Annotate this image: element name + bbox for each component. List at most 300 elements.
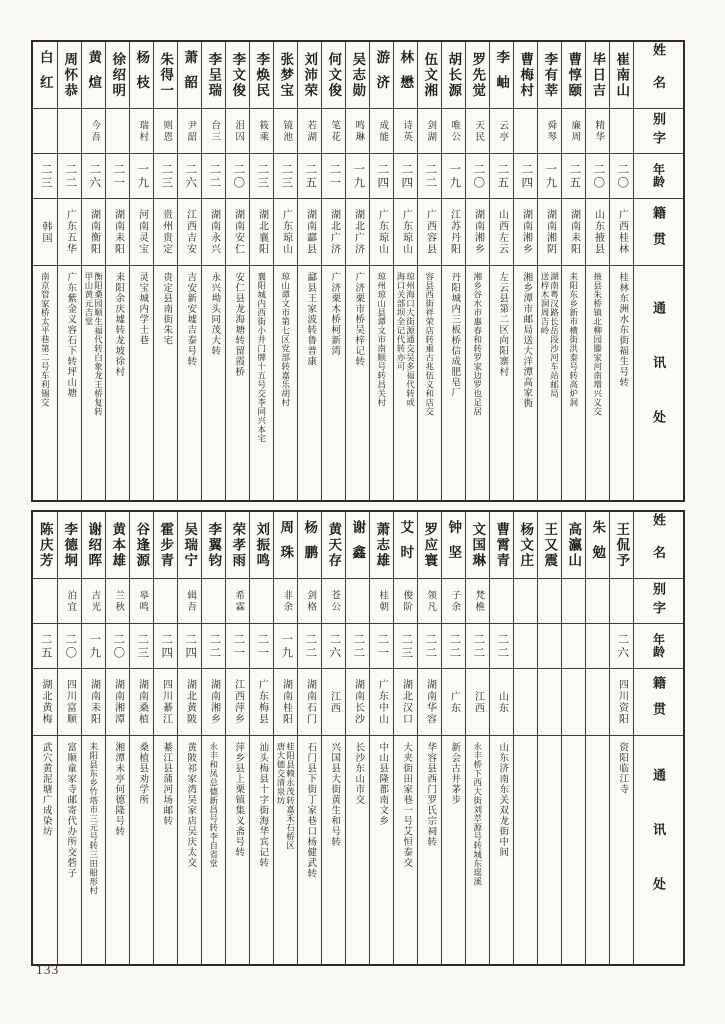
courtesy-name-cell bbox=[346, 579, 369, 624]
courtesy-name: 云亭 bbox=[497, 119, 508, 143]
courtesy-name-cell bbox=[202, 109, 225, 154]
person-name: 朱勉 bbox=[590, 520, 606, 570]
courtesy-name-cell bbox=[106, 109, 129, 154]
courtesy-name-cell bbox=[226, 109, 249, 154]
age-cell bbox=[154, 624, 177, 669]
address-cell bbox=[154, 266, 177, 500]
address-cell bbox=[586, 736, 609, 964]
age-value: 二三 bbox=[400, 632, 413, 660]
courtesy-name-cell bbox=[586, 579, 609, 624]
address-line: 桂林东洲水东街福生号转 bbox=[617, 272, 628, 388]
address-line: 广济栗市桥吴梓记转 bbox=[353, 272, 364, 367]
native-place-cell bbox=[202, 199, 225, 266]
name-cell bbox=[178, 42, 201, 109]
address-line: 富顺童家寺邮寄代办所交砦子 bbox=[65, 742, 76, 879]
courtesy-name-cell bbox=[106, 579, 129, 624]
native-place: 湖北广济 bbox=[352, 209, 364, 255]
courtesy-name-cell bbox=[610, 579, 633, 624]
address-cell bbox=[418, 266, 441, 500]
native-place: 湖南耒阳 bbox=[568, 209, 580, 255]
person-name: 黄本雄 bbox=[110, 521, 126, 569]
native-place-cell bbox=[106, 199, 129, 266]
address-cell bbox=[442, 266, 465, 500]
name-cell bbox=[562, 512, 585, 579]
address-line: 丹阳城内三板桥信成肥皂厂 bbox=[449, 272, 460, 398]
age-cell bbox=[250, 624, 273, 669]
address-line: 长沙东山市交 bbox=[353, 742, 364, 805]
name-cell bbox=[226, 512, 249, 579]
native-place: 湖南湘乡 bbox=[208, 679, 220, 725]
age-value: 二四 bbox=[160, 632, 173, 660]
address-line: 中山县隆都南文乡 bbox=[377, 742, 388, 826]
person-name: 白红 bbox=[37, 50, 53, 100]
name-cell bbox=[586, 42, 609, 109]
age-value: 一九 bbox=[352, 162, 365, 190]
address-line: 灵宝城内学士巷 bbox=[137, 272, 148, 346]
name-cell bbox=[538, 42, 561, 109]
entry-column bbox=[345, 42, 369, 500]
person-name: 萧韶 bbox=[182, 50, 198, 100]
name-cell bbox=[154, 42, 177, 109]
person-name: 曹惇颐 bbox=[566, 51, 582, 99]
courtesy-name-cell bbox=[394, 579, 417, 624]
address-cell bbox=[610, 736, 633, 964]
courtesy-name-cell bbox=[322, 579, 345, 624]
age-value: 二〇 bbox=[472, 162, 485, 190]
address-line: 桑植县劝学所 bbox=[137, 742, 148, 805]
address-line: 汕头梅县十字街海华宾记转 bbox=[257, 742, 268, 868]
courtesy-name: 桂朝 bbox=[377, 589, 388, 613]
native-place: 湖北广济 bbox=[328, 209, 340, 255]
address-line: 湘乡谷水市惠春和转罗家边罗也足居 bbox=[472, 272, 483, 416]
courtesy-name-cell bbox=[82, 109, 105, 154]
name-cell bbox=[466, 42, 489, 109]
age-value: 二三 bbox=[39, 162, 52, 190]
address-line: 黄陂祁家湾吴家店吴庆太交 bbox=[185, 742, 196, 868]
person-name: 李呈瑞 bbox=[206, 51, 222, 99]
person-name: 荣孝雨 bbox=[230, 521, 246, 569]
courtesy-name-cell bbox=[178, 579, 201, 624]
person-name: 钟坚 bbox=[446, 520, 462, 570]
person-name: 吴志勋 bbox=[350, 51, 366, 99]
address-cell bbox=[466, 736, 489, 964]
entry-column bbox=[465, 42, 489, 500]
address-cell bbox=[562, 266, 585, 500]
courtesy-name-cell bbox=[226, 579, 249, 624]
courtesy-name: 子余 bbox=[449, 589, 460, 613]
native-place-cell bbox=[490, 669, 513, 736]
address-cell bbox=[298, 736, 321, 964]
courtesy-name-cell bbox=[466, 109, 489, 154]
person-name: 谢绍晖 bbox=[86, 521, 102, 569]
age-cell bbox=[346, 154, 369, 199]
address-cell bbox=[418, 736, 441, 964]
age-value: 二三 bbox=[160, 162, 173, 190]
native-place-cell bbox=[466, 199, 489, 266]
name-cell bbox=[370, 512, 393, 579]
address-line: 兴国县大街黄生和号转 bbox=[329, 742, 340, 847]
entry-column bbox=[273, 42, 297, 500]
age-cell bbox=[442, 154, 465, 199]
address-cell bbox=[33, 266, 57, 500]
entry-column bbox=[561, 512, 585, 964]
address-cell bbox=[202, 266, 225, 500]
address-cell bbox=[33, 736, 57, 964]
native-place-cell bbox=[250, 669, 273, 736]
person-name: 黄煊 bbox=[86, 50, 102, 100]
native-place: 湖北黄陂 bbox=[184, 679, 196, 725]
address-line: 琼州海口大街源通交吴多福代转或 bbox=[405, 272, 416, 407]
header-address: 通讯处 bbox=[651, 301, 666, 465]
name-cell bbox=[514, 42, 537, 109]
person-name: 朱得一 bbox=[158, 51, 174, 99]
address-cell bbox=[130, 736, 153, 964]
courtesy-name-cell bbox=[130, 579, 153, 624]
native-place: 四川富顺 bbox=[64, 679, 76, 725]
header-address: 通讯处 bbox=[651, 768, 666, 932]
native-place-cell bbox=[226, 199, 249, 266]
courtesy-name-cell bbox=[250, 579, 273, 624]
name-cell bbox=[490, 512, 513, 579]
name-cell bbox=[610, 42, 633, 109]
age-value: 二三 bbox=[136, 632, 149, 660]
courtesy-name-cell bbox=[274, 579, 297, 624]
native-place: 广西容县 bbox=[424, 209, 436, 255]
address-line: 左云县第二区向阳寨村 bbox=[497, 272, 508, 377]
courtesy-name-cell bbox=[322, 109, 345, 154]
age-value: 二二 bbox=[352, 632, 365, 660]
native-place-cell bbox=[442, 199, 465, 266]
header-zi: 别字 bbox=[634, 109, 683, 154]
address-cell bbox=[346, 266, 369, 500]
native-place: 四川綦江 bbox=[160, 679, 172, 725]
name-cell bbox=[442, 42, 465, 109]
courtesy-name-cell bbox=[298, 109, 321, 154]
native-place-cell bbox=[178, 669, 201, 736]
name-cell bbox=[490, 42, 513, 109]
address-cell bbox=[346, 736, 369, 964]
native-place-cell bbox=[562, 199, 585, 266]
directory-table bbox=[31, 40, 685, 966]
name-cell bbox=[442, 512, 465, 579]
address-line: 送梓木洞周吉岭 bbox=[540, 272, 550, 335]
entry-column bbox=[369, 512, 393, 964]
name-cell bbox=[130, 512, 153, 579]
person-name: 陈庆芳 bbox=[37, 521, 53, 569]
courtesy-name-cell bbox=[418, 109, 441, 154]
person-name: 杨文庄 bbox=[518, 521, 534, 569]
address-line: 琼州琼山县谭文市南顺号转昌关村 bbox=[376, 272, 387, 407]
address-line: 吉安新安墟吉泰号转 bbox=[185, 272, 196, 367]
courtesy-name: 成能 bbox=[377, 119, 388, 143]
age-cell bbox=[130, 624, 153, 669]
address-line: 萍乡县上栗镇集义斋号转 bbox=[233, 742, 244, 858]
courtesy-name-cell bbox=[490, 109, 513, 154]
native-place-cell bbox=[394, 669, 417, 736]
page-number: 133 bbox=[36, 962, 60, 977]
age-value: 二〇 bbox=[64, 632, 77, 660]
person-name: 张梦宝 bbox=[278, 51, 294, 99]
courtesy-name-cell bbox=[250, 109, 273, 154]
entry-column bbox=[225, 512, 249, 964]
age-value: 二〇 bbox=[616, 162, 629, 190]
age-cell bbox=[178, 624, 201, 669]
native-place: 广东琼山 bbox=[400, 209, 412, 255]
age-cell bbox=[562, 624, 585, 669]
native-place: 广东梅县 bbox=[256, 679, 268, 725]
age-value: 一九 bbox=[448, 162, 461, 190]
person-name: 文国琳 bbox=[470, 521, 486, 569]
entry-column bbox=[33, 512, 57, 964]
age-value: 二二 bbox=[496, 632, 509, 660]
address-line: 綦江县蒲河场邮转 bbox=[161, 742, 172, 826]
entry-column bbox=[513, 42, 537, 500]
address-line: 资阳临江寺 bbox=[617, 742, 628, 795]
entry-column bbox=[153, 42, 177, 500]
age-value: 二二 bbox=[64, 162, 77, 190]
name-cell bbox=[466, 512, 489, 579]
age-value: 一九 bbox=[280, 632, 293, 660]
native-place-cell bbox=[418, 669, 441, 736]
native-place-cell bbox=[154, 669, 177, 736]
native-place-cell bbox=[106, 669, 129, 736]
courtesy-name-cell bbox=[58, 579, 81, 624]
courtesy-name-cell bbox=[346, 109, 369, 154]
address-cell bbox=[226, 736, 249, 964]
entry-column bbox=[81, 42, 105, 500]
entry-column bbox=[129, 512, 153, 964]
native-place: 湖南湘乡 bbox=[520, 209, 532, 255]
courtesy-name-cell bbox=[610, 109, 633, 154]
courtesy-name-cell bbox=[82, 579, 105, 624]
entry-column bbox=[321, 512, 345, 964]
name-cell bbox=[106, 512, 129, 579]
courtesy-name-cell bbox=[538, 109, 561, 154]
courtesy-name: 泊宜 bbox=[65, 589, 76, 613]
native-place: 广东 bbox=[448, 690, 460, 714]
person-name: 罗应寰 bbox=[422, 521, 438, 569]
age-cell bbox=[274, 154, 297, 199]
entry-column bbox=[297, 512, 321, 964]
address-cell bbox=[82, 266, 105, 500]
address-cell bbox=[394, 266, 417, 500]
entry-column bbox=[441, 512, 465, 964]
person-name: 王又震 bbox=[542, 521, 558, 569]
courtesy-name-cell bbox=[58, 109, 81, 154]
courtesy-name-cell bbox=[298, 579, 321, 624]
age-value: 一九 bbox=[88, 632, 101, 660]
address-cell bbox=[178, 736, 201, 964]
person-name: 曹梅村 bbox=[518, 51, 534, 99]
age-value: 二〇 bbox=[112, 632, 125, 660]
person-name: 王侃予 bbox=[614, 521, 630, 569]
age-cell bbox=[202, 624, 225, 669]
age-cell bbox=[394, 624, 417, 669]
entry-column bbox=[129, 42, 153, 500]
courtesy-name: 俊阶 bbox=[401, 589, 412, 613]
age-cell bbox=[514, 624, 537, 669]
age-cell bbox=[154, 154, 177, 199]
entry-column bbox=[81, 512, 105, 964]
native-place-cell bbox=[178, 199, 201, 266]
address-line: 耒阳东乡新市横街洪泰号转高炉洞 bbox=[568, 272, 579, 407]
person-name: 徐绍明 bbox=[110, 51, 126, 99]
native-place-cell bbox=[538, 669, 561, 736]
age-value: 二一 bbox=[112, 162, 125, 190]
courtesy-name-cell bbox=[178, 109, 201, 154]
entry-column bbox=[369, 42, 393, 500]
courtesy-name-cell bbox=[154, 109, 177, 154]
age-value: 二五 bbox=[496, 162, 509, 190]
entry-column bbox=[489, 512, 513, 964]
courtesy-name: 今吾 bbox=[89, 119, 100, 143]
native-place: 江西 bbox=[328, 690, 340, 714]
address-cell bbox=[322, 736, 345, 964]
header-name: 姓名 bbox=[634, 512, 683, 579]
age-cell bbox=[370, 154, 393, 199]
address-cell bbox=[370, 736, 393, 964]
address-cell bbox=[370, 266, 393, 500]
courtesy-name: 泪囚 bbox=[233, 119, 244, 143]
address-line: 新会古井茅步 bbox=[449, 742, 460, 805]
native-place: 广东五华 bbox=[64, 209, 76, 255]
age-cell bbox=[346, 624, 369, 669]
address-cell bbox=[322, 266, 345, 500]
address-cell bbox=[226, 266, 249, 500]
age-value: 一九 bbox=[136, 162, 149, 190]
age-cell bbox=[82, 624, 105, 669]
native-place-cell bbox=[33, 199, 57, 266]
native-place: 湖南酃县 bbox=[304, 209, 316, 255]
age-cell bbox=[178, 154, 201, 199]
address-line: 贵定县南街朱宅 bbox=[161, 272, 172, 346]
header-column bbox=[633, 512, 683, 964]
age-value: 二六 bbox=[616, 632, 629, 660]
native-place-cell bbox=[370, 199, 393, 266]
age-cell bbox=[562, 154, 585, 199]
name-cell bbox=[274, 42, 297, 109]
courtesy-name-cell bbox=[514, 579, 537, 624]
address-cell bbox=[82, 736, 105, 964]
age-value: 二〇 bbox=[592, 162, 605, 190]
courtesy-name-cell bbox=[442, 109, 465, 154]
address-line: 广济栗木桥柯新湾 bbox=[329, 272, 340, 356]
name-cell bbox=[226, 42, 249, 109]
native-place-cell bbox=[130, 199, 153, 266]
entry-column bbox=[537, 42, 561, 500]
age-cell bbox=[370, 624, 393, 669]
native-place-cell bbox=[298, 669, 321, 736]
courtesy-name-cell bbox=[538, 579, 561, 624]
name-cell bbox=[274, 512, 297, 579]
age-value: 二三 bbox=[256, 162, 269, 190]
age-value: 二四 bbox=[184, 632, 197, 660]
entry-column bbox=[57, 42, 81, 500]
address-line: 耒阳余庆墟转龙坡徐村 bbox=[113, 272, 124, 377]
name-cell bbox=[82, 42, 105, 109]
header-age: 年龄 bbox=[634, 154, 683, 199]
address-line: 永丰和凤总德新昌号转李自省堂 bbox=[208, 742, 219, 868]
native-place-cell bbox=[562, 669, 585, 736]
age-cell bbox=[538, 624, 561, 669]
age-cell bbox=[322, 624, 345, 669]
courtesy-name-cell bbox=[33, 109, 57, 154]
address-cell bbox=[202, 736, 225, 964]
name-cell bbox=[82, 512, 105, 579]
native-place: 湖南衡阳 bbox=[88, 209, 100, 255]
native-place: 山东掖县 bbox=[592, 209, 604, 255]
courtesy-name-cell bbox=[490, 579, 513, 624]
age-cell bbox=[418, 154, 441, 199]
age-value: 二四 bbox=[520, 162, 533, 190]
entry-column bbox=[105, 512, 129, 964]
native-place-cell bbox=[58, 669, 81, 736]
entry-column bbox=[33, 42, 57, 500]
native-place-cell bbox=[274, 669, 297, 736]
native-place-cell bbox=[250, 199, 273, 266]
native-place: 广西桂林 bbox=[616, 209, 628, 255]
entry-column bbox=[225, 42, 249, 500]
age-cell bbox=[586, 154, 609, 199]
native-place-cell bbox=[130, 669, 153, 736]
person-name: 罗先觉 bbox=[470, 51, 486, 99]
header-native: 籍贯 bbox=[634, 199, 683, 266]
age-value: 二二 bbox=[448, 632, 461, 660]
courtesy-name: 希霖 bbox=[233, 589, 244, 613]
native-place-cell bbox=[82, 199, 105, 266]
address-cell bbox=[106, 266, 129, 500]
address-line: 广东紫金义容石下转坪山塘 bbox=[65, 272, 76, 398]
address-cell bbox=[490, 736, 513, 964]
address-cell bbox=[538, 736, 561, 964]
name-cell bbox=[394, 512, 417, 579]
age-cell bbox=[106, 624, 129, 669]
entry-column bbox=[609, 42, 633, 500]
address-cell bbox=[250, 266, 273, 500]
person-name: 吴瑞宁 bbox=[182, 521, 198, 569]
native-place: 河南灵宝 bbox=[136, 209, 148, 255]
age-value: 一九 bbox=[544, 162, 557, 190]
courtesy-name: 剑湖 bbox=[425, 119, 436, 143]
age-value: 二二 bbox=[208, 162, 221, 190]
address-line: 湘潭未亭何德隆号转 bbox=[113, 742, 124, 837]
address-line: 南京管家桥太平巷第二号车利锡交 bbox=[40, 272, 51, 407]
address-line: 华容县西门罗氏宗祠转 bbox=[425, 742, 436, 847]
entry-column bbox=[321, 42, 345, 500]
person-name: 毕日吉 bbox=[590, 51, 606, 99]
address-cell bbox=[58, 736, 81, 964]
person-name: 谷逢源 bbox=[134, 521, 150, 569]
age-cell bbox=[130, 154, 153, 199]
address-cell bbox=[274, 266, 297, 500]
name-cell bbox=[202, 42, 225, 109]
address-cell bbox=[466, 266, 489, 500]
age-cell bbox=[33, 154, 57, 199]
age-value: 二三 bbox=[280, 162, 293, 190]
age-value: 二六 bbox=[184, 162, 197, 190]
native-place: 贵州贵定 bbox=[160, 209, 172, 255]
age-cell bbox=[490, 154, 513, 199]
address-cell bbox=[586, 266, 609, 500]
address-line: 大夹街田家巷一号艾恒泰交 bbox=[401, 742, 412, 868]
person-name: 刘振鸣 bbox=[254, 521, 270, 569]
native-place: 广东中山 bbox=[376, 679, 388, 725]
name-cell bbox=[298, 512, 321, 579]
courtesy-name-cell bbox=[274, 109, 297, 154]
native-place: 山东 bbox=[496, 690, 508, 714]
courtesy-name: 筱乘 bbox=[257, 119, 268, 143]
native-place: 湖北汉口 bbox=[400, 679, 412, 725]
